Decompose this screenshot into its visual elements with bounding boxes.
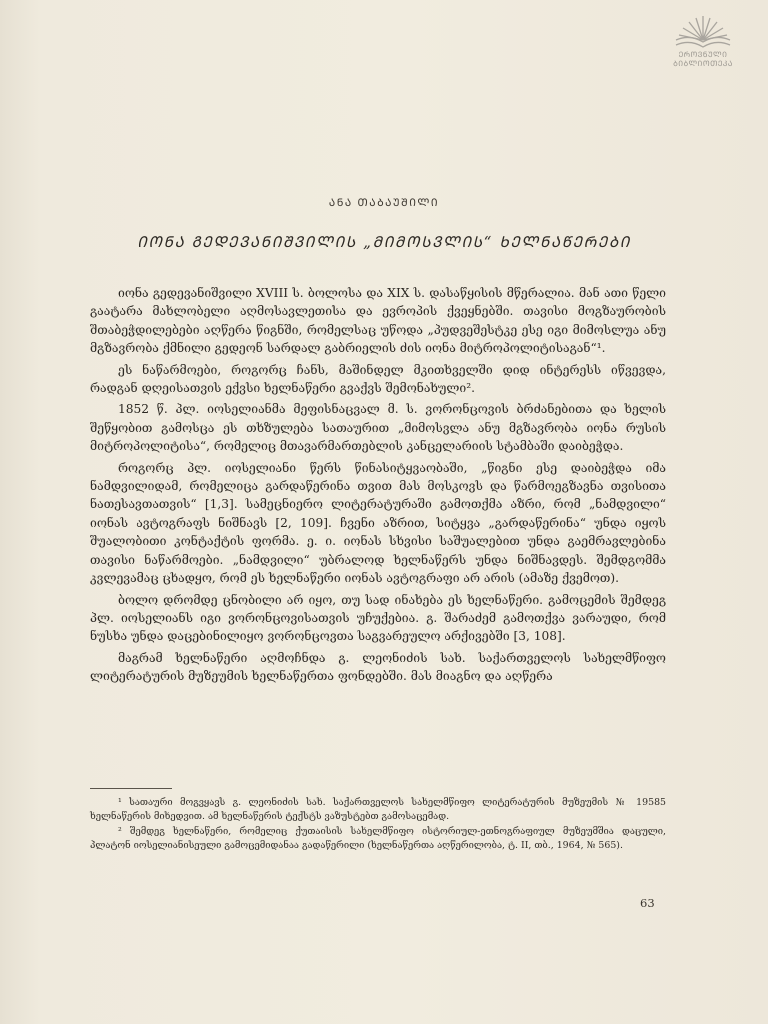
footnotes — [90, 796, 666, 854]
paragraph: მაგრამ ხელნაწერი აღმოჩნდა გ. ლეონიძის სახ. საქართველოს სახელმწიფო ლიტერატურის მუზეუმის ხელნაწერთა ფონდებში. მას მიაგნო და აღწერა — [90, 650, 666, 684]
page-number: 63 — [640, 896, 655, 910]
logo-text-line1: ᲔᲠᲝᲕᲜᲣᲚᲘ — [678, 50, 728, 59]
article-title: ᲘᲝᲜᲐ ᲒᲔᲓᲔᲕᲐᲜᲘᲨᲕᲘᲚᲘᲡ „ᲛᲘᲛᲝᲡᲕᲚᲘᲡ“ ᲮᲔᲚᲜᲐᲬᲔᲠᲔᲑᲘ — [137, 233, 631, 251]
paragraph: ბოლო დრომდე ცნობილი არ იყო, თუ სად ინახება ეს ხელნაწერი. გამოცემის შემდეგ პლ. იოსელიანს იგი ვორონცოვისათვის უჩუქებია. გ. შარაძემ გამოთქვა ვარაუდი, რომ ნუსხა უნდა დაცებინილიყო ვორონცოვთა საგვარეულო არქივებში [3, 108]. — [90, 592, 666, 644]
footnote-divider — [90, 788, 172, 789]
book-sunburst-icon — [668, 10, 738, 50]
logo-text-line2: ᲑᲘᲑᲚᲘᲝᲗᲔᲙᲐ — [673, 59, 733, 68]
paragraph: როგორც პლ. იოსელიანი წერს წინასიტყვაობაში, „წიგნი ესე დაიბეჭდა იმა ნამდვილიდამ, რომელიცა გარდაწერინა თვით მას მოსკოვს და წარმოეგზავნა თვისითა ნათესავთათვის“ [1,3]. სამეცნიერო ლიტერატურაში გამოთქმა აზრი, რომ „ნამდვილი“ იონას ავტოგრაფს ნიშნავს [2, 109]. ჩვენი აზრით, სიტყვა „გარდაწერინა“ უნდა იყოს შუალობითი კონტაქტის ფორმა. ე. ი. იონას სხვისი საშუალებით უნდა გაემრავლებინა თავისი ნაწარმოები. „ნამდვილი“ უბრალოდ ხელნაწერს უნდა ნიშნავდეს. შემდგომმა კვლევამაც ცხადყო, რომ ეს ხელნაწერი იონას ავტოგრაფი არ არის (ამაზე ქვემოთ). — [90, 460, 666, 586]
library-logo — [664, 10, 742, 80]
footnote: ¹ სათაური მოგვყავს გ. ლეონიძის სახ. საქართველოს სახელმწიფო ლიტერატურის მუზეუმის № 19585 ხელნაწერის მიხედვით. ამ ხელნაწერის ტექსტს ვაზუსტებთ გამოსაცემად. — [90, 797, 666, 823]
article-body — [90, 284, 666, 689]
article-author: ᲐᲜᲐ ᲗᲐᲑᲐᲣᲨᲘᲚᲘ — [328, 197, 440, 209]
footnote: ² შემდეგ ხელნაწერი, რომელიც ქუთაისის სახელმწიფო ისტორიულ-ეთნოგრაფიულ მუზეუმშია დაცული, პლატონ იოსელიანისეული გამოცემიდანაა გადაწერილი (ხელნაწერთა აღწერილობა, ტ. II, თბ., 1964, № 565). — [90, 825, 666, 852]
paragraph: ეს ნაწარმოები, როგორც ჩანს, მაშინდელ მკითხველში დიდ ინტერესს იწვევდა, რადგან დღეისათვის ექვსი ხელნაწერი გვაქვს შემონახული². — [90, 362, 666, 396]
paragraph: 1852 წ. პლ. იოსელიანმა მეფისნაცვალ მ. ს. ვორონცოვის ბრძანებითა და ხელის შეწყობით გამოსცა ეს თხზულება სათაურით „მიმოსვლა ანუ მგზავრობა იონა რუსის მიტროპოლიტისა“, რომელიც მთავარმართებლის კანცელარიის სტამბაში დაიბეჭდა. — [90, 402, 666, 454]
paragraph: იონა გედევანიშვილი XVIII ს. ბოლოსა და XIX ს. დასაწყისის მწერალია. მან ათი წელი გაატარა მახლობელი აღმოსავლეთისა და ევროპის ქვეყნებში. თავისი მოგზაურობის შთაბეჭდილებები აღწერა წიგნში, რომელსაც უწოდა „პუდვეშესტკე ესე იგი მიმოსლუა ანუ მგზავრობა ქმნილი გედეონ სარდალ გაბრიელის ძის იონა მიტროპოლიტისაგან“¹. — [90, 286, 666, 356]
